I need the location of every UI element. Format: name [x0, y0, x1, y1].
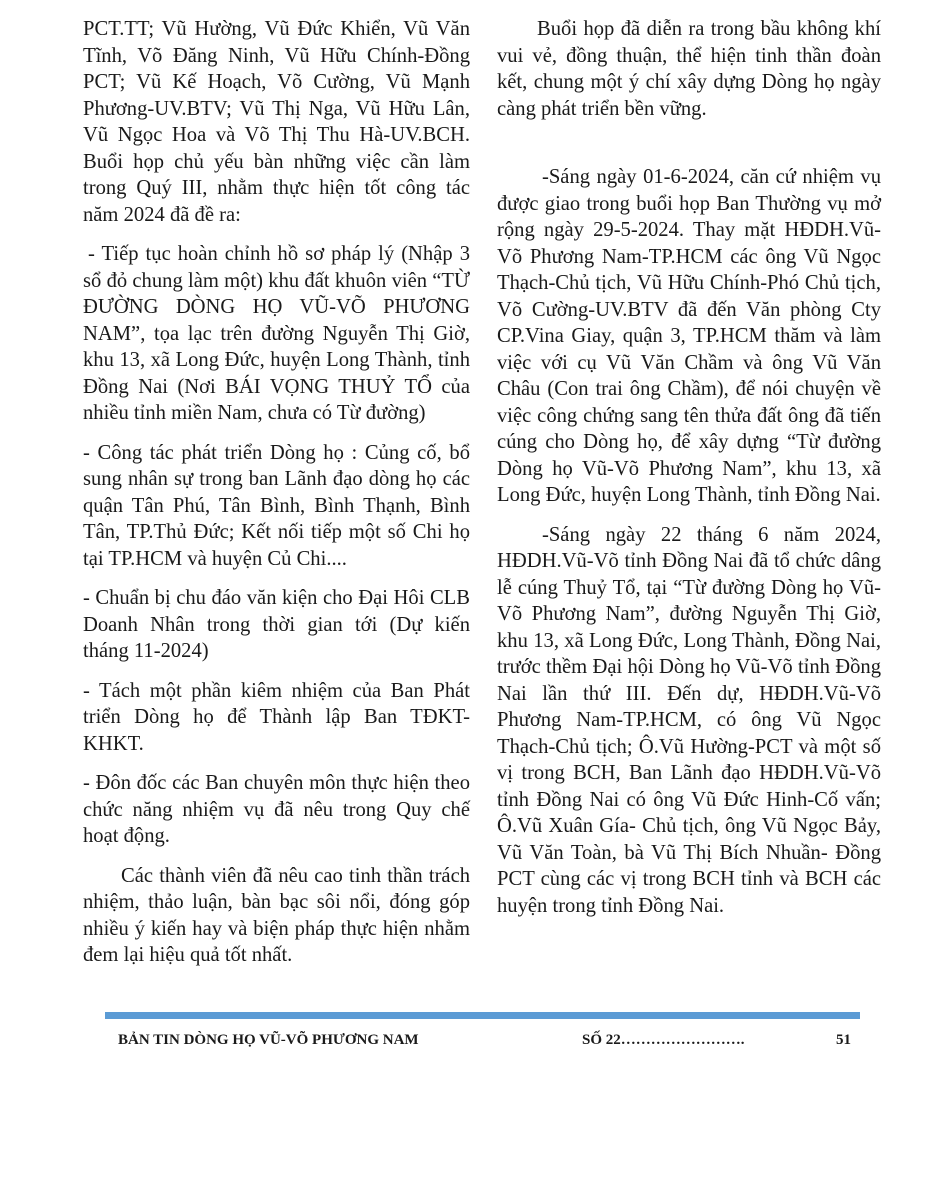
- footer-divider-bar: [105, 1012, 860, 1019]
- footer-newsletter-title: BẢN TIN DÒNG HỌ VŨ-VÕ PHƯƠNG NAM: [118, 1032, 419, 1048]
- right-paragraph-3: -Sáng ngày 22 tháng 6 năm 2024, HĐDH.Vũ-Võ tỉnh Đồng Nai đã tổ chức dâng lễ cúng Thuỷ Tổ, tại “Từ đường Dòng họ Vũ-Võ Phương Nam”, đường Nguyễn Thị Giờ, khu 13, xã Long Đức, Long Thành, Đồng Nai, trước thềm Đại hội Dòng họ Vũ-Võ tỉnh Đồng Nai lần thứ III. Đến dự, HĐDH.Vũ-Võ Phương Nam-TP.HCM, có ông Vũ Ngọc Thạch-Chủ tịch; Ô.Vũ Hường-PCT và một số vị trong BCH, Ban Lãnh đạo HĐDH.Vũ-Võ tỉnh Đồng Nai có ông Vũ Đức Hinh-Cố vấn; Ô.Vũ Xuân Gía- Chủ tịch, ông Vũ Ngọc Bảy, Vũ Văn Toàn, bà Vũ Thị Bích Nhuần- Đồng PCT cùng các vị trong BCH tỉnh và BCH các huyện trong tỉnh Đồng Nai.: [497, 523, 881, 917]
- right-paragraph-1: Buổi họp đã diễn ra trong bầu không khí vui vẻ, đồng thuận, thể hiện tinh thần đoàn kết, chung một ý chí xây dựng Dòng họ ngày càng phát triển bền vững.: [497, 18, 881, 120]
- left-paragraph-6: - Đôn đốc các Ban chuyên môn thực hiện theo chức năng nhiệm vụ đã nêu trong Quy chế hoạt động.: [83, 772, 470, 847]
- left-column: [83, 16, 470, 982]
- left-paragraph-5: - Tách một phần kiêm nhiệm của Ban Phát triển Dòng họ để Thành lập Ban TĐKT-KHKT.: [83, 679, 470, 755]
- left-paragraph-3: - Công tác phát triển Dòng họ : Củng cố, bổ sung nhân sự trong ban Lãnh đạo dòng họ các quận Tân Phú, Tân Bình, Bình Thạnh, Bình Tân, TP.Thủ Đức; Kết nối tiếp một số Chi họ tại TP.HCM và huyện Củ Chi....: [83, 441, 470, 570]
- footer-issue-number: SỐ 22…………………….: [582, 1032, 745, 1048]
- left-paragraph-7: Các thành viên đã nêu cao tinh thần trách nhiệm, thảo luận, bàn bạc sôi nổi, đóng góp nhiều ý kiến hay và biện pháp thực hiện nhằm đem lại hiệu quả tốt nhất.: [83, 864, 470, 966]
- right-paragraph-2: -Sáng ngày 01-6-2024, căn cứ nhiệm vụ được giao trong buổi họp Ban Thường vụ mở rộng ngày 29-5-2024. Thay mặt HĐDH.Vũ-Võ Phương Nam-TP.HCM các ông Vũ Ngọc Thạch-Chủ tịch, Vũ Hữu Chính-Phó Chủ tịch, Võ Cường-UV.BTV đã đến Văn phòng Cty CP.Vina Giay, quận 3, TP.HCM thăm và làm việc với cụ Vũ Văn Chầm và ông Vũ Văn Châu (Con trai ông Chầm), để nói chuyện về việc công chứng sang tên thửa đất ông đã tiến cúng cho Dòng họ, để xây dựng “Từ đường Dòng họ Vũ-Võ Phương Nam”, khu 13, xã Long Đức, huyện Long Thành, tỉnh Đồng Nai.: [497, 166, 881, 506]
- left-paragraph-2: - Tiếp tục hoàn chỉnh hồ sơ pháp lý (Nhập 3 sổ đỏ chung làm một) khu đất khuôn viên “TỪ ĐƯỜNG DÒNG HỌ VŨ-VÕ PHƯƠNG NAM”, tọa lạc trên đường Nguyễn Thị Giờ, khu 13, xã Long Đức, huyện Long Thành, tỉnh Đồng Nai (Nơi BÁI VỌNG THUỶ TỔ của nhiều tỉnh miền Nam, chưa có Từ đường): [83, 243, 470, 424]
- right-column: [497, 16, 881, 932]
- footer-page-number: 51: [836, 1032, 851, 1048]
- left-paragraph-4: - Chuẩn bị chu đáo văn kiện cho Đại Hôi CLB Doanh Nhân trong thời gian tới (Dự kiến tháng 11-2024): [83, 587, 470, 662]
- left-paragraph-1: PCT.TT; Vũ Hường, Vũ Đức Khiển, Vũ Văn Tĩnh, Võ Đăng Ninh, Vũ Hữu Chính-Đồng PCT; Vũ Kế Hoạch, Võ Cường, Vũ Mạnh Phương-UV.BTV; Vũ Thị Nga, Vũ Hữu Lân, Vũ Ngọc Hoa và Võ Thị Thu Hà-UV.BCH. Buổi họp chủ yếu bàn những việc cần làm trong Quý III, nhằm thực hiện tốt công tác năm 2024 đã đề ra:: [83, 18, 470, 226]
